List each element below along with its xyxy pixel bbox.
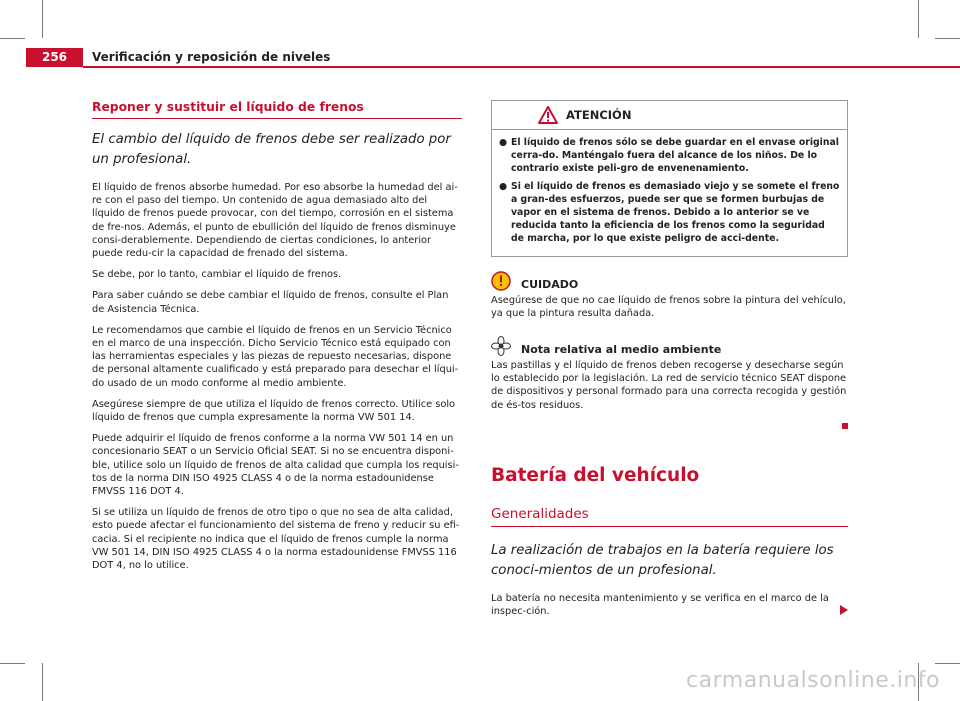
warning-item-text: Si el líquido de frenos es demasiado viejo y se somete el freno a gran-des esfuerzos, puede ser que se formen burbujas de vapor en el sistema de frenos. Debido a lo anterior se ve reducida tanto la eficiencia de los frenos como la seguridad de marcha, por lo que existe peligro de acci-dente. [511, 180, 840, 245]
left-column [92, 100, 462, 580]
body-paragraph: Para saber cuándo se debe cambiar el líquido de frenos, consulte el Plan de Asistencia Técnica. [92, 290, 449, 315]
crop-mark [935, 38, 960, 39]
caution-exclamation-icon [491, 271, 511, 291]
bullet: ● [499, 180, 508, 192]
environment-header [491, 336, 848, 356]
crop-mark [0, 38, 25, 39]
section-heading: Reponer y sustituir el líquido de frenos [92, 100, 462, 119]
subsection-heading: Generalidades [491, 506, 848, 527]
environment-label: Nota relativa al medio ambiente [521, 343, 722, 357]
body-paragraph: Si se utiliza un líquido de frenos de otro tipo o que no sea de alta calidad, esto puede afectar el funcionamiento del sistema de freno y reducir su efi-cacia. Si el recipiente no indica que el líquido de frenos cumple la norma VW 501 14, DIN ISO 4925 CLASS 4 o la norma estadounidense FMVSS 116 DOT 4, no lo utilice. [92, 507, 460, 572]
environment-flower-icon [491, 336, 511, 356]
section-lead: El cambio del líquido de frenos debe ser realizado por un profesional. [92, 132, 451, 167]
crop-mark [935, 663, 960, 664]
bullet: ● [499, 137, 508, 148]
warning-header [492, 101, 847, 130]
warning-box [491, 100, 848, 257]
warning-item-text: El líquido de frenos sólo se debe guardar en el envase original cerra-do. Manténgalo fuera del alcance de los niños. De lo contrario existe peli-gro de envenenamiento. [511, 137, 839, 175]
warning-item [499, 180, 840, 246]
warning-body [492, 130, 847, 256]
warning-item [499, 136, 840, 176]
watermark: carmanualsonline.info [686, 668, 940, 693]
header-rule [83, 66, 960, 68]
right-column [491, 100, 848, 618]
crop-mark [42, 0, 43, 38]
body-paragraph: El líquido de frenos absorbe humedad. Por eso absorbe la humedad del ai-re con el paso del tiempo. Un contenido de agua demasiado alto del líquido de frenos puede provocar, con del tiempo, corrosión en el sistema de fre-nos. Además, el punto de ebullición del líquido de frenos disminuye consi-derablemente. Dependiendo de ciertas condiciones, lo anterior puede redu-cir la capacidad de frenado del sistema. [92, 182, 458, 260]
body-paragraph: La batería no necesita mantenimiento y se verifica en el marco de la inspec-ción. [491, 592, 829, 618]
crop-mark [918, 0, 919, 38]
caution-label: CUIDADO [521, 277, 579, 291]
body-paragraph: Asegúrese siempre de que utiliza el líquido de frenos correcto. Utilice solo líquido de frenos que cumpla expresamente la norma VW 501 14. [92, 398, 456, 424]
body-paragraph: Se debe, por lo tanto, cambiar el líquido de frenos. [92, 269, 342, 281]
subsection-lead: La realización de trabajos en la batería requiere los conoci-mientos de un profesional. [491, 542, 834, 578]
continue-arrow-icon [840, 605, 848, 615]
environment-text: Las pastillas y el líquido de frenos deben recogerse y desecharse según lo establecido por la legislación. La red de servicio técnico SEAT dispone de dispositivos y personal formado para una correcta recogida y gestión de és-tos residuos. [491, 360, 847, 411]
warning-label: ATENCIÓN [566, 108, 632, 122]
warning-triangle-icon [538, 106, 558, 124]
crop-mark [42, 663, 43, 701]
caution-header [491, 271, 848, 291]
body-paragraph: Le recomendamos que cambie el líquido de frenos en un Servicio Técnico en el marco de una inspección. Dicho Servicio Técnico está equipado con las herramientas especiales y las piezas de repuesto necesarias, dispone de personal altamente cualificado y está preparado para desechar el líqui-do usado de un modo conforme al medio ambiente. [92, 324, 459, 389]
body-paragraph: Puede adquirir el líquido de frenos conforme a la norma VW 501 14 en un concesionario SEAT o un Servicio Oficial SEAT. Si no se encuentra disponi-ble, utilice solo un líquido de frenos de alta calidad que cumpla los requisi-tos de la norma DIN ISO 4925 CLASS 4 o de la norma estadounidense FMVSS 116 DOT 4. [92, 433, 459, 498]
caution-text: Asegúrese de que no cae líquido de frenos sobre la pintura del vehículo, ya que la pintura resulta dañada. [491, 294, 846, 319]
end-square-icon [842, 423, 848, 429]
crop-mark [0, 663, 25, 664]
subsection-body-row [491, 592, 848, 618]
page-number: 256 [26, 48, 83, 67]
running-header-title: Verificación y reposición de niveles [92, 50, 331, 64]
chapter-title: Batería del vehículo [491, 464, 700, 486]
section-end-marker [491, 414, 848, 433]
